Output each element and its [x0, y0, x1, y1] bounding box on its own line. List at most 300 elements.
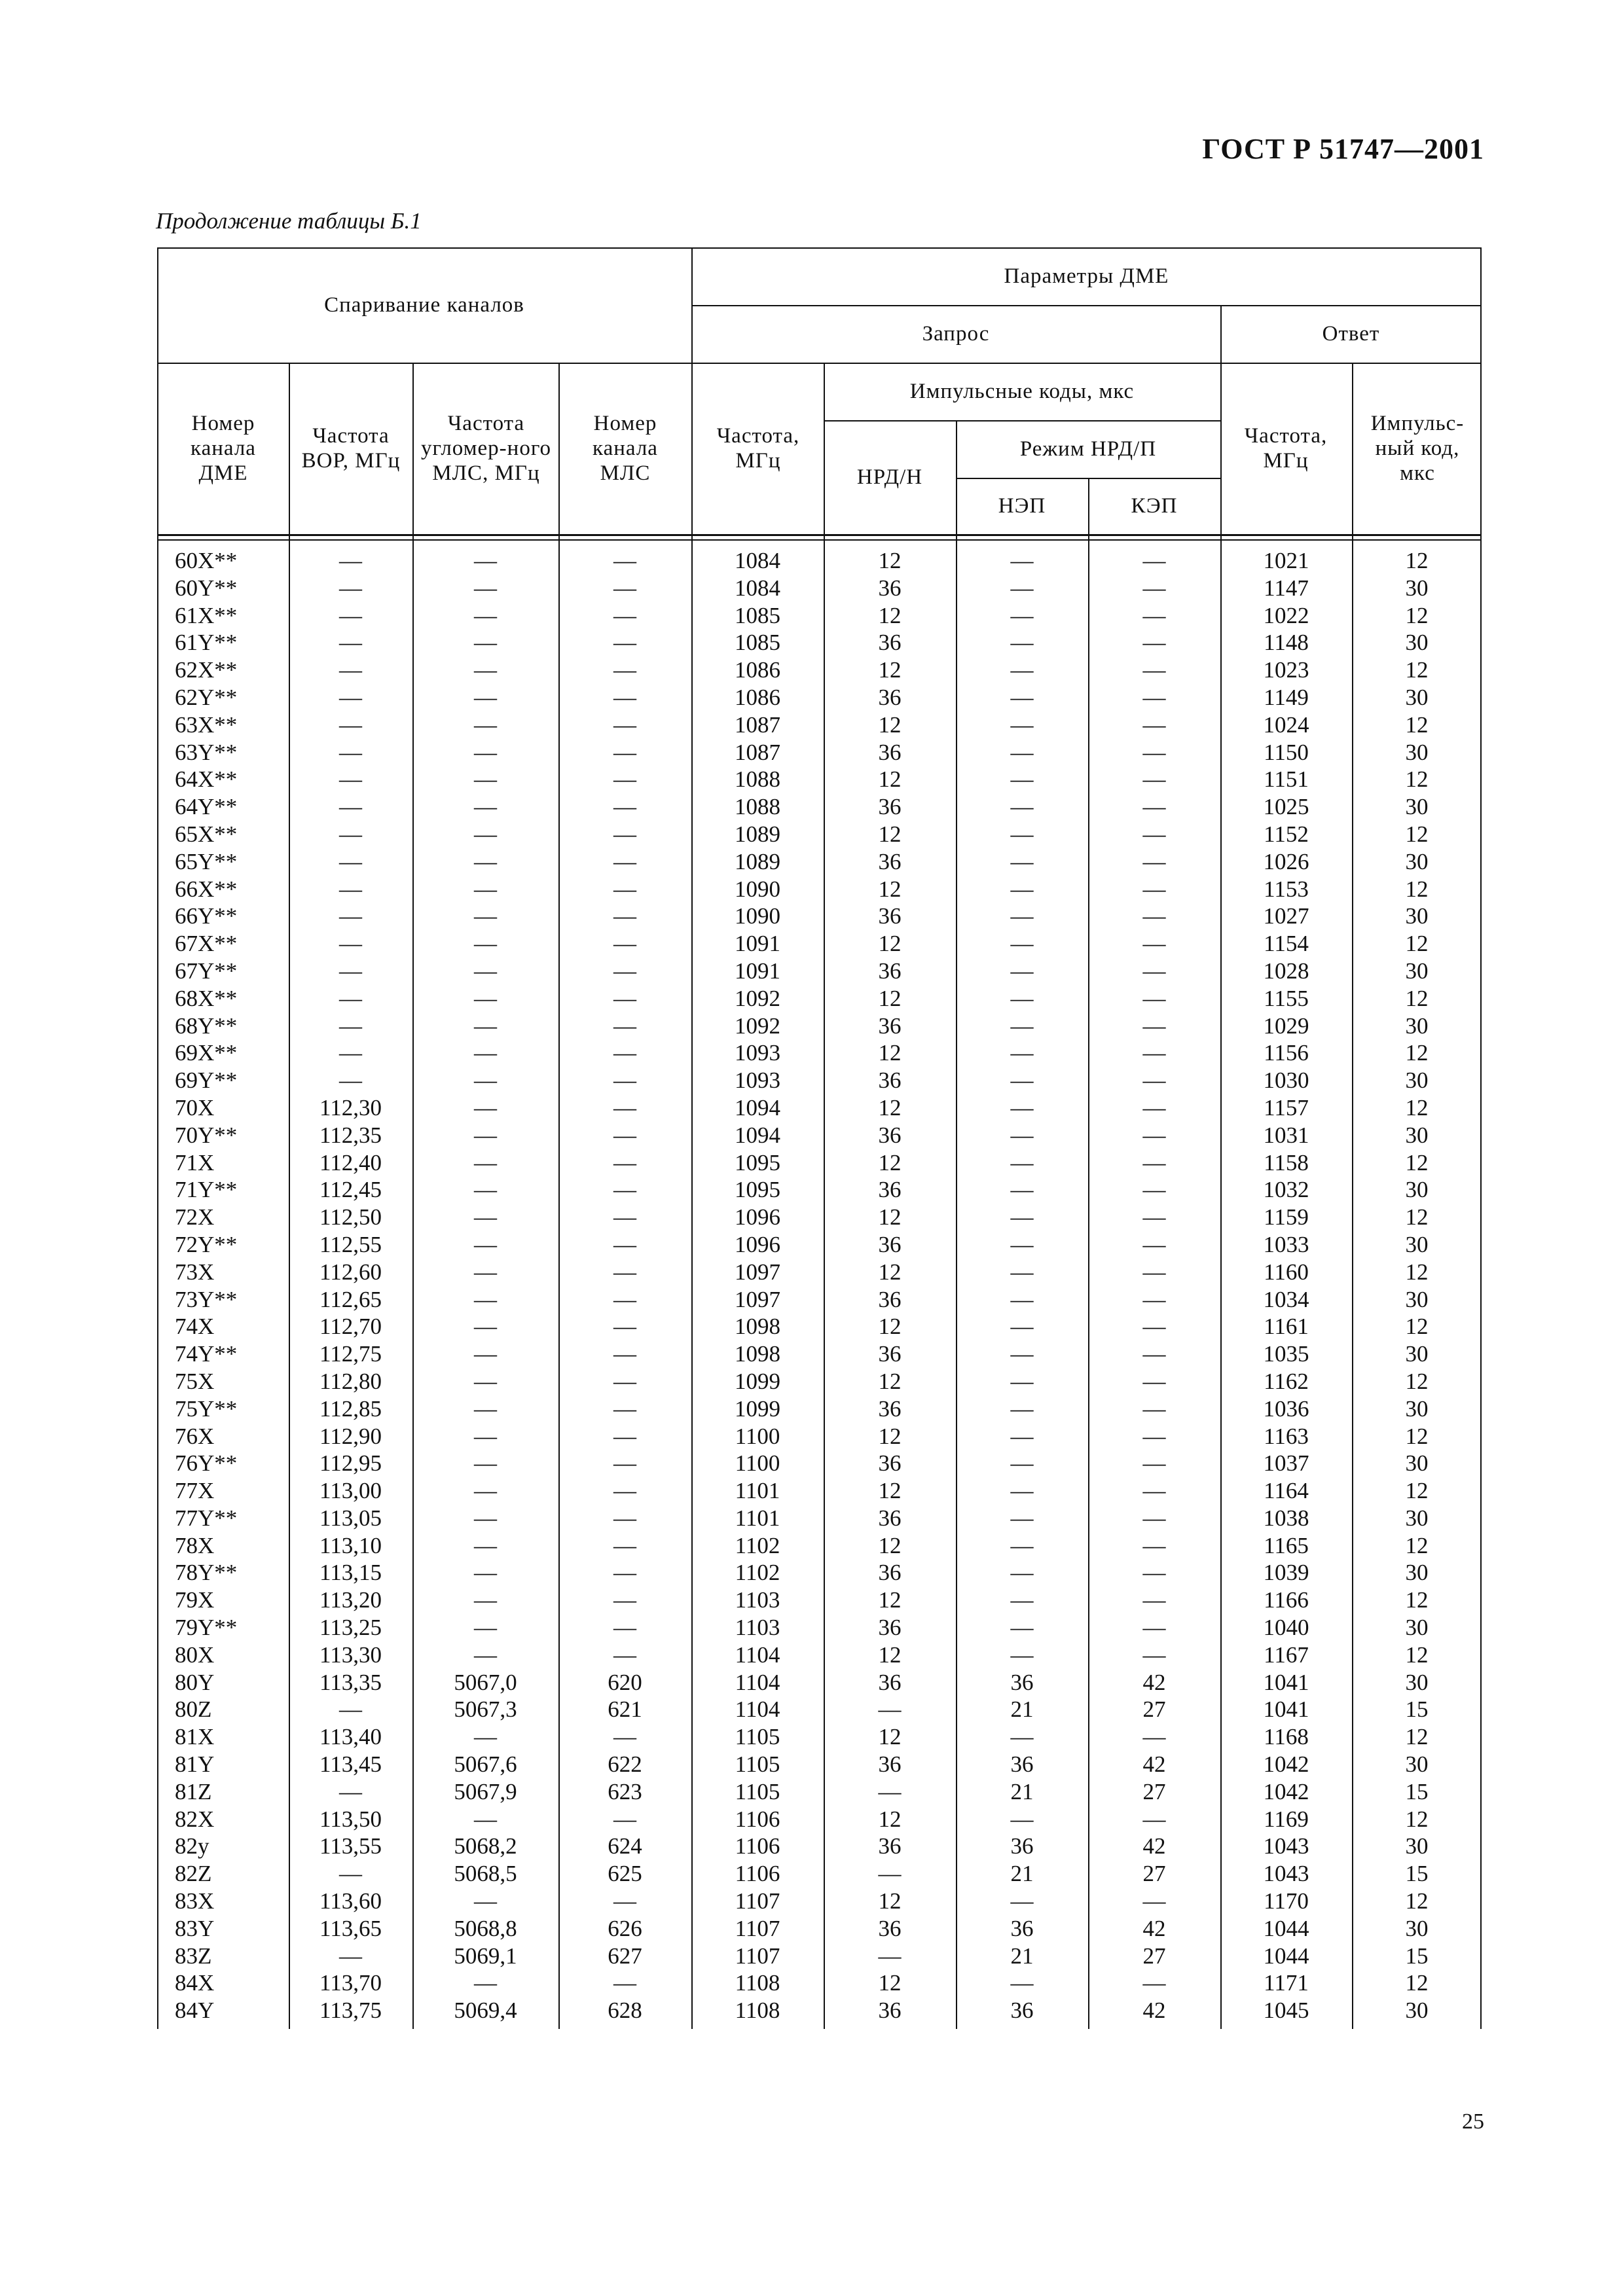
cell-mls-angle-freq: — — [474, 1450, 497, 1477]
cell-nrd-n: 36 — [878, 739, 902, 765]
cell-reply-pulse: 15 — [1405, 1696, 1429, 1723]
cell-mls-channel: — — [613, 1478, 636, 1504]
cell-vor-freq: 112,45 — [319, 1177, 382, 1203]
cell-mls-angle-freq: — — [474, 958, 497, 984]
cell-nep: — — [1010, 1013, 1034, 1039]
header-kep: КЭП — [1131, 494, 1178, 518]
table-row — [157, 575, 1482, 602]
cell-nrd-n: 12 — [878, 1040, 902, 1066]
cell-mls-channel: — — [613, 711, 636, 738]
cell-request-freq: 1085 — [735, 630, 780, 656]
cell-reply-pulse: 12 — [1405, 1806, 1429, 1832]
cell-request-freq: 1104 — [735, 1696, 780, 1723]
cell-request-freq: 1093 — [735, 1067, 780, 1094]
cell-kep: — — [1142, 1231, 1166, 1257]
cell-kep: — — [1142, 630, 1166, 656]
cell-reply-pulse: 30 — [1405, 1560, 1429, 1586]
table-row — [157, 1559, 1482, 1587]
cell-nrd-n: 12 — [878, 1478, 902, 1504]
cell-nrd-n: 36 — [878, 1341, 902, 1367]
cell-dme-channel: 69X** — [175, 1040, 238, 1066]
cell-dme-channel: 70X — [175, 1094, 215, 1121]
cell-reply-freq: 1158 — [1264, 1149, 1309, 1175]
cell-request-freq: 1085 — [735, 602, 780, 628]
cell-nrd-n: 36 — [878, 903, 902, 929]
cell-request-freq: 1088 — [735, 766, 780, 793]
cell-nep: — — [1010, 1067, 1034, 1094]
cell-nep: 36 — [1010, 1833, 1034, 1859]
cell-dme-channel: 63Y** — [175, 739, 238, 765]
cell-dme-channel: 73X — [175, 1259, 215, 1285]
cell-reply-freq: 1032 — [1263, 1177, 1309, 1203]
cell-nrd-n: 36 — [878, 1286, 902, 1312]
cell-mls-channel: — — [613, 821, 636, 847]
cell-mls-channel: — — [613, 1806, 636, 1832]
cell-reply-freq: 1034 — [1263, 1286, 1309, 1312]
cell-dme-channel: 84X — [175, 1970, 215, 1996]
cell-mls-angle-freq: — — [474, 1970, 497, 1996]
cell-reply-freq: 1031 — [1263, 1122, 1309, 1148]
cell-vor-freq: — — [339, 548, 362, 573]
cell-reply-pulse: 30 — [1405, 848, 1429, 874]
cell-vor-freq: — — [339, 1040, 362, 1066]
cell-mls-angle-freq: — — [474, 1478, 497, 1504]
header-nrd-n: НРД/Н — [856, 465, 923, 489]
cell-reply-freq: 1028 — [1263, 958, 1309, 984]
cell-mls-angle-freq: — — [474, 1286, 497, 1312]
cell-nrd-n: 36 — [878, 848, 902, 874]
table-row — [157, 1751, 1482, 1778]
cell-mls-channel: 621 — [608, 1696, 642, 1723]
cell-mls-angle-freq: 5068,2 — [454, 1833, 517, 1859]
cell-dme-channel: 81X — [175, 1724, 215, 1750]
cell-request-freq: 1106 — [735, 1806, 780, 1832]
cell-reply-freq: 1025 — [1263, 794, 1309, 820]
cell-request-freq: 1105 — [735, 1724, 780, 1750]
cell-mls-angle-freq: — — [474, 1368, 497, 1394]
cell-reply-pulse: 12 — [1405, 1641, 1429, 1668]
cell-vor-freq: 113,55 — [319, 1833, 382, 1859]
table-row — [157, 1149, 1482, 1177]
cell-reply-freq: 1169 — [1264, 1806, 1309, 1832]
cell-kep: — — [1142, 739, 1166, 765]
cell-kep: — — [1142, 684, 1166, 710]
cell-mls-channel: — — [613, 958, 636, 984]
cell-dme-channel: 70Y** — [175, 1122, 238, 1148]
cell-kep: — — [1142, 1395, 1166, 1422]
cell-mls-angle-freq: — — [474, 602, 497, 628]
cell-reply-pulse: 12 — [1405, 876, 1429, 902]
cell-reply-pulse: 30 — [1405, 684, 1429, 710]
table-row — [157, 1587, 1482, 1614]
cell-vor-freq: 113,75 — [319, 1998, 382, 2024]
cell-dme-channel: 74Y** — [175, 1341, 238, 1367]
cell-nep: 36 — [1010, 1998, 1034, 2024]
cell-nep: — — [1010, 1341, 1034, 1367]
cell-mls-angle-freq: 5069,4 — [454, 1998, 517, 2024]
cell-vor-freq: — — [339, 903, 362, 929]
cell-nep: — — [1010, 1587, 1034, 1613]
cell-mls-angle-freq: — — [474, 1314, 497, 1340]
cell-reply-freq: 1042 — [1263, 1751, 1309, 1778]
cell-reply-pulse: 30 — [1405, 903, 1429, 929]
cell-mls-angle-freq: — — [474, 1177, 497, 1203]
cell-mls-angle-freq: 5067,0 — [454, 1669, 517, 1695]
cell-dme-channel: 73Y** — [175, 1286, 238, 1312]
cell-nep: — — [1010, 739, 1034, 765]
cell-reply-pulse: 12 — [1405, 1368, 1429, 1394]
cell-vor-freq: 112,30 — [319, 1094, 382, 1121]
cell-dme-channel: 80Y — [175, 1669, 215, 1695]
cell-nrd-n: 12 — [878, 1806, 902, 1832]
cell-dme-channel: 62Y** — [175, 684, 238, 710]
cell-dme-channel: 82Z — [175, 1861, 212, 1887]
cell-request-freq: 1104 — [735, 1641, 780, 1668]
cell-reply-pulse: 30 — [1405, 630, 1429, 656]
cell-reply-pulse: 15 — [1405, 1778, 1429, 1804]
cell-dme-channel: 74X — [175, 1314, 215, 1340]
cell-kep: — — [1142, 903, 1166, 929]
cell-kep: 42 — [1142, 1751, 1166, 1778]
table-row — [157, 848, 1482, 876]
cell-nrd-n: 12 — [878, 602, 902, 628]
cell-nrd-n: 36 — [878, 1751, 902, 1778]
cell-request-freq: 1090 — [735, 876, 780, 902]
cell-nrd-n: 12 — [878, 1423, 902, 1449]
cell-dme-channel: 65X** — [175, 821, 238, 847]
cell-nrd-n: 12 — [878, 1970, 902, 1996]
cell-request-freq: 1097 — [735, 1286, 780, 1312]
cell-request-freq: 1101 — [735, 1478, 780, 1504]
cell-nrd-n: 12 — [878, 1641, 902, 1668]
cell-mls-angle-freq: — — [474, 657, 497, 683]
cell-kep: — — [1142, 876, 1166, 902]
cell-nep: — — [1010, 1724, 1034, 1750]
cell-mls-channel: 628 — [608, 1998, 642, 2024]
cell-dme-channel: 83Y — [175, 1915, 215, 1941]
cell-nrd-n: 36 — [878, 1998, 902, 2024]
header-mls-channel: Номер канала МЛС — [593, 412, 658, 485]
cell-reply-pulse: 30 — [1405, 1998, 1429, 2024]
table-row — [157, 1176, 1482, 1204]
cell-dme-channel: 76Y** — [175, 1450, 238, 1477]
cell-reply-freq: 1043 — [1263, 1833, 1309, 1859]
cell-mls-channel: — — [613, 1641, 636, 1668]
cell-mls-angle-freq: — — [474, 1231, 497, 1257]
cell-nrd-n: 36 — [878, 1450, 902, 1477]
cell-dme-channel: 69Y** — [175, 1067, 238, 1094]
cell-reply-freq: 1157 — [1264, 1094, 1309, 1121]
cell-mls-channel: — — [613, 1587, 636, 1613]
header-pulse-codes: Импульсные коды, мкс — [909, 380, 1135, 403]
cell-kep: — — [1142, 1094, 1166, 1121]
cell-vor-freq: — — [339, 684, 362, 710]
cell-mls-angle-freq: — — [474, 848, 497, 874]
cell-nrd-n: 12 — [878, 711, 902, 738]
cell-request-freq: 1102 — [735, 1532, 780, 1558]
cell-mls-angle-freq: — — [474, 1532, 497, 1558]
cell-kep: — — [1142, 985, 1166, 1011]
header-dme-params: Параметры ДМЕ — [1004, 264, 1169, 288]
cell-reply-pulse: 12 — [1405, 1314, 1429, 1340]
cell-request-freq: 1087 — [735, 739, 780, 765]
cell-vor-freq: 113,45 — [319, 1751, 382, 1778]
table-row — [157, 1067, 1482, 1094]
cell-mls-channel: — — [613, 931, 636, 957]
cell-mls-channel: — — [613, 1368, 636, 1394]
cell-mls-angle-freq: — — [474, 1013, 497, 1039]
cell-dme-channel: 61X** — [175, 602, 238, 628]
cell-dme-channel: 78X — [175, 1532, 215, 1558]
cell-mls-channel: — — [613, 1204, 636, 1230]
cell-vor-freq: — — [339, 985, 362, 1011]
cell-mls-angle-freq: — — [474, 548, 497, 573]
cell-dme-channel: 75X — [175, 1368, 215, 1394]
cell-kep: — — [1142, 848, 1166, 874]
cell-mls-angle-freq: — — [474, 876, 497, 902]
header-reply-pulse: Импульс-ный код, мкс — [1370, 412, 1465, 485]
cell-reply-pulse: 12 — [1405, 1204, 1429, 1230]
cell-reply-freq: 1150 — [1264, 739, 1309, 765]
cell-kep: — — [1142, 1615, 1166, 1641]
cell-kep: 42 — [1142, 1998, 1166, 2024]
table-row — [157, 1313, 1482, 1340]
cell-nrd-n: 12 — [878, 1259, 902, 1285]
cell-dme-channel: 66Y** — [175, 903, 238, 929]
cell-nep: — — [1010, 602, 1034, 628]
cell-mls-angle-freq: — — [474, 821, 497, 847]
cell-nrd-n: 36 — [878, 575, 902, 601]
cell-reply-pulse: 12 — [1405, 1259, 1429, 1285]
cell-mls-angle-freq: — — [474, 1724, 497, 1750]
cell-kep: — — [1142, 1505, 1166, 1531]
cell-request-freq: 1095 — [735, 1149, 780, 1175]
cell-nep: — — [1010, 876, 1034, 902]
table-row — [157, 1669, 1482, 1696]
cell-vor-freq: 113,05 — [319, 1505, 382, 1531]
cell-mls-channel: — — [613, 1122, 636, 1148]
cell-vor-freq: — — [339, 1696, 362, 1723]
cell-vor-freq: — — [339, 711, 362, 738]
cell-dme-channel: 64X** — [175, 766, 238, 793]
cell-mls-angle-freq: 5069,1 — [454, 1943, 517, 1969]
cell-dme-channel: 82y — [175, 1833, 210, 1859]
cell-dme-channel: 75Y** — [175, 1395, 238, 1422]
cell-kep: — — [1142, 931, 1166, 957]
cell-mls-channel: — — [613, 1395, 636, 1422]
table-row — [157, 1806, 1482, 1833]
cell-nrd-n: 12 — [878, 1532, 902, 1558]
cell-reply-pulse: 12 — [1405, 548, 1429, 573]
cell-nep: — — [1010, 931, 1034, 957]
cell-nrd-n: 12 — [878, 876, 902, 902]
cell-dme-channel: 81Z — [175, 1778, 212, 1804]
cell-vor-freq: 113,65 — [319, 1915, 382, 1941]
cell-nep: — — [1010, 1231, 1034, 1257]
cell-vor-freq: 113,20 — [319, 1587, 382, 1613]
cell-dme-channel: 79X — [175, 1587, 215, 1613]
cell-nep: — — [1010, 1505, 1034, 1531]
table-row — [157, 903, 1482, 930]
cell-reply-pulse: 12 — [1405, 1970, 1429, 1996]
cell-reply-pulse: 30 — [1405, 1833, 1429, 1859]
cell-nep: — — [1010, 1888, 1034, 1914]
cell-mls-angle-freq: — — [474, 1259, 497, 1285]
cell-vor-freq: 112,65 — [319, 1286, 382, 1312]
cell-nep: 36 — [1010, 1669, 1034, 1695]
cell-vor-freq: — — [339, 575, 362, 601]
cell-mls-angle-freq: — — [474, 931, 497, 957]
table-row — [157, 547, 1482, 575]
table-row — [157, 793, 1482, 821]
cell-kep: — — [1142, 548, 1166, 573]
table-row — [157, 1395, 1482, 1423]
cell-nep: — — [1010, 985, 1034, 1011]
cell-kep: — — [1142, 1341, 1166, 1367]
cell-nrd-n: 36 — [878, 1669, 902, 1695]
cell-vor-freq: 112,60 — [319, 1259, 382, 1285]
cell-reply-pulse: 30 — [1405, 1669, 1429, 1695]
cell-vor-freq: 113,40 — [319, 1724, 382, 1750]
cell-kep: — — [1142, 958, 1166, 984]
cell-reply-freq: 1153 — [1264, 876, 1309, 902]
cell-mls-channel: 624 — [608, 1833, 642, 1859]
cell-mls-channel: 625 — [608, 1861, 642, 1887]
cell-reply-freq: 1162 — [1264, 1368, 1309, 1394]
cell-nrd-n: 12 — [878, 1094, 902, 1121]
cell-vor-freq: — — [339, 657, 362, 683]
cell-nrd-n: — — [878, 1778, 902, 1804]
cell-kep: — — [1142, 794, 1166, 820]
cell-request-freq: 1090 — [735, 903, 780, 929]
cell-request-freq: 1094 — [735, 1094, 780, 1121]
cell-reply-freq: 1027 — [1263, 903, 1309, 929]
cell-request-freq: 1105 — [735, 1751, 780, 1778]
cell-reply-freq: 1036 — [1263, 1395, 1309, 1422]
cell-reply-pulse: 30 — [1405, 1177, 1429, 1203]
header-reply-freq: Частота, МГц — [1244, 424, 1328, 473]
cell-reply-pulse: 12 — [1405, 1587, 1429, 1613]
cell-mls-angle-freq: — — [474, 1341, 497, 1367]
cell-nep: — — [1010, 1204, 1034, 1230]
cell-mls-angle-freq: — — [474, 711, 497, 738]
cell-request-freq: 1095 — [735, 1177, 780, 1203]
cell-mls-channel: — — [613, 1560, 636, 1586]
cell-mls-angle-freq: 5068,5 — [454, 1861, 517, 1887]
cell-nrd-n: 36 — [878, 958, 902, 984]
table-row — [157, 739, 1482, 766]
cell-nep: — — [1010, 630, 1034, 656]
cell-dme-channel: 82X — [175, 1806, 215, 1832]
table-row — [157, 711, 1482, 739]
cell-reply-freq: 1035 — [1263, 1341, 1309, 1367]
cell-nep: — — [1010, 1259, 1034, 1285]
cell-mls-angle-freq: — — [474, 575, 497, 601]
table-row — [157, 602, 1482, 630]
cell-reply-pulse: 30 — [1405, 575, 1429, 601]
cell-kep: — — [1142, 1368, 1166, 1394]
cell-request-freq: 1094 — [735, 1122, 780, 1148]
cell-request-freq: 1102 — [735, 1560, 780, 1586]
cell-vor-freq: 112,55 — [319, 1231, 382, 1257]
header-request: Запрос — [922, 322, 990, 346]
cell-nep: — — [1010, 958, 1034, 984]
cell-kep: 42 — [1142, 1833, 1166, 1859]
cell-nep: — — [1010, 657, 1034, 683]
cell-nrd-n: 12 — [878, 1204, 902, 1230]
cell-request-freq: 1086 — [735, 684, 780, 710]
cell-reply-freq: 1147 — [1264, 575, 1309, 601]
cell-request-freq: 1087 — [735, 711, 780, 738]
cell-reply-pulse: 12 — [1405, 766, 1429, 793]
cell-mls-angle-freq: — — [474, 1587, 497, 1613]
cell-reply-pulse: 30 — [1405, 739, 1429, 765]
cell-request-freq: 1108 — [735, 1998, 780, 2024]
cell-reply-freq: 1023 — [1263, 657, 1309, 683]
table-row — [157, 1969, 1482, 1997]
cell-request-freq: 1107 — [735, 1888, 780, 1914]
cell-nrd-n: 12 — [878, 821, 902, 847]
cell-dme-channel: 81Y — [175, 1751, 215, 1778]
cell-request-freq: 1104 — [735, 1669, 780, 1695]
cell-nep: — — [1010, 766, 1034, 793]
cell-kep: — — [1142, 1560, 1166, 1586]
cell-mls-angle-freq: — — [474, 1615, 497, 1641]
table-row — [157, 1450, 1482, 1477]
cell-nep: 36 — [1010, 1751, 1034, 1778]
cell-vor-freq: — — [339, 602, 362, 628]
cell-mls-channel: — — [613, 1286, 636, 1312]
cell-kep: — — [1142, 1149, 1166, 1175]
cell-nep: — — [1010, 848, 1034, 874]
cell-mls-angle-freq: — — [474, 630, 497, 656]
cell-request-freq: 1089 — [735, 848, 780, 874]
cell-reply-pulse: 12 — [1405, 985, 1429, 1011]
cell-reply-freq: 1166 — [1264, 1587, 1309, 1613]
cell-dme-channel: 60X** — [175, 548, 238, 573]
cell-vor-freq: — — [339, 794, 362, 820]
cell-kep: — — [1142, 766, 1166, 793]
cell-reply-freq: 1151 — [1264, 766, 1309, 793]
header-request-freq: Частота, МГц — [716, 424, 800, 473]
cell-vor-freq: — — [339, 1943, 362, 1969]
cell-vor-freq: — — [339, 1067, 362, 1094]
cell-kep: — — [1142, 1177, 1166, 1203]
cell-vor-freq: 112,35 — [319, 1122, 382, 1148]
table-row — [157, 1231, 1482, 1259]
cell-mls-channel: — — [613, 1341, 636, 1367]
table-row — [157, 1915, 1482, 1943]
table-row — [157, 1997, 1482, 2024]
table-row — [157, 1122, 1482, 1149]
cell-nrd-n: 12 — [878, 1314, 902, 1340]
cell-dme-channel: 72X — [175, 1204, 215, 1230]
cell-kep: — — [1142, 1423, 1166, 1449]
cell-reply-pulse: 30 — [1405, 794, 1429, 820]
cell-nrd-n: 36 — [878, 1122, 902, 1148]
cell-mls-angle-freq: — — [474, 1423, 497, 1449]
cell-nep: — — [1010, 575, 1034, 601]
cell-reply-pulse: 12 — [1405, 1149, 1429, 1175]
cell-dme-channel: 76X — [175, 1423, 215, 1449]
cell-kep: — — [1142, 1970, 1166, 1996]
header-pairing: Спаривание каналов — [324, 293, 524, 317]
cell-mls-angle-freq: — — [474, 1505, 497, 1531]
page-number: 25 — [1462, 2109, 1484, 2134]
cell-vor-freq: 113,15 — [319, 1560, 382, 1586]
cell-dme-channel: 80X — [175, 1641, 215, 1668]
cell-reply-freq: 1045 — [1263, 1998, 1309, 2024]
